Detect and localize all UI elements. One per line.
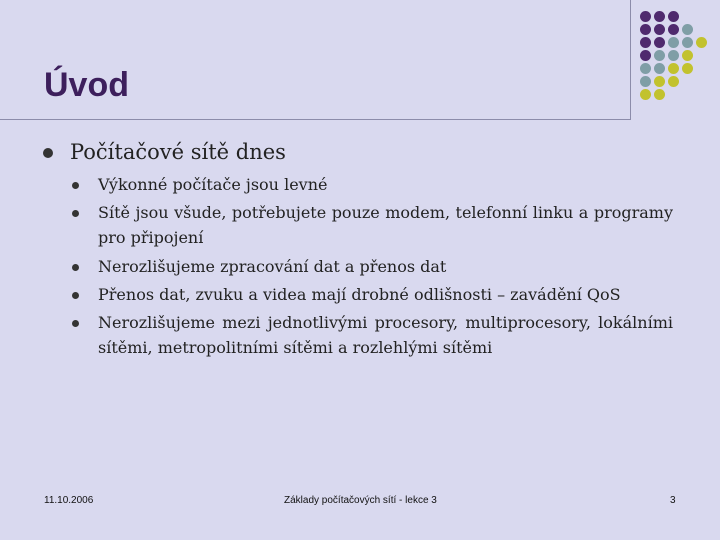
- dot-yellow: [682, 63, 693, 74]
- dot-gray: [654, 63, 665, 74]
- dot-yellow: [682, 50, 693, 61]
- main-bullet-text: Počítačové sítě dnes: [70, 140, 286, 164]
- dot-purple: [640, 50, 651, 61]
- footer-date: 11.10.2006: [44, 495, 94, 506]
- dot-gray: [654, 50, 665, 61]
- dot-gray: [682, 24, 693, 35]
- dot-purple: [640, 37, 651, 48]
- dot-purple: [640, 24, 651, 35]
- sub-bullet-text: Přenos dat, zvuku a videa mají drobné odlišnosti – zavádění QoS: [98, 285, 621, 304]
- dot-purple: [654, 24, 665, 35]
- main-bullet-marker: [43, 148, 53, 158]
- slide-title: Úvod: [44, 66, 129, 104]
- sub-bullet-text: Sítě jsou všude, potřebujete pouze modem, telefonní linku a programy pro připojení: [98, 203, 673, 247]
- dot-gray: [640, 63, 651, 74]
- dot-gray: [682, 37, 693, 48]
- sub-bullet-marker: [72, 320, 79, 327]
- footer-page-number: 3: [670, 495, 676, 506]
- dot-purple: [668, 24, 679, 35]
- dot-yellow: [696, 37, 707, 48]
- sub-bullet-text: Nerozlišujeme mezi jednotlivými procesory, multiprocesory, lokálními sítěmi, metropolitními sítěmi a rozlehlými sítěmi: [98, 313, 673, 357]
- sub-bullet-text: Výkonné počítače jsou levné: [98, 175, 328, 194]
- dot-gray: [668, 37, 679, 48]
- dot-yellow: [668, 76, 679, 87]
- dot-yellow: [668, 63, 679, 74]
- sub-bullet-marker: [72, 264, 79, 271]
- title-divider-vertical: [630, 0, 631, 120]
- sub-bullet-text: Nerozlišujeme zpracování dat a přenos dat: [98, 257, 447, 276]
- dot-yellow: [654, 76, 665, 87]
- dot-purple: [654, 37, 665, 48]
- dot-yellow: [640, 89, 651, 100]
- dot-gray: [640, 76, 651, 87]
- dot-gray: [668, 50, 679, 61]
- footer-title: Základy počítačových sítí - lekce 3: [284, 495, 437, 506]
- dot-purple: [654, 11, 665, 22]
- sub-bullet-marker: [72, 182, 79, 189]
- dot-purple: [668, 11, 679, 22]
- sub-bullet-marker: [72, 210, 79, 217]
- dot-purple: [640, 11, 651, 22]
- sub-bullet-marker: [72, 292, 79, 299]
- decorative-dot-grid: [640, 11, 712, 103]
- title-divider-horizontal: [0, 119, 630, 120]
- dot-yellow: [654, 89, 665, 100]
